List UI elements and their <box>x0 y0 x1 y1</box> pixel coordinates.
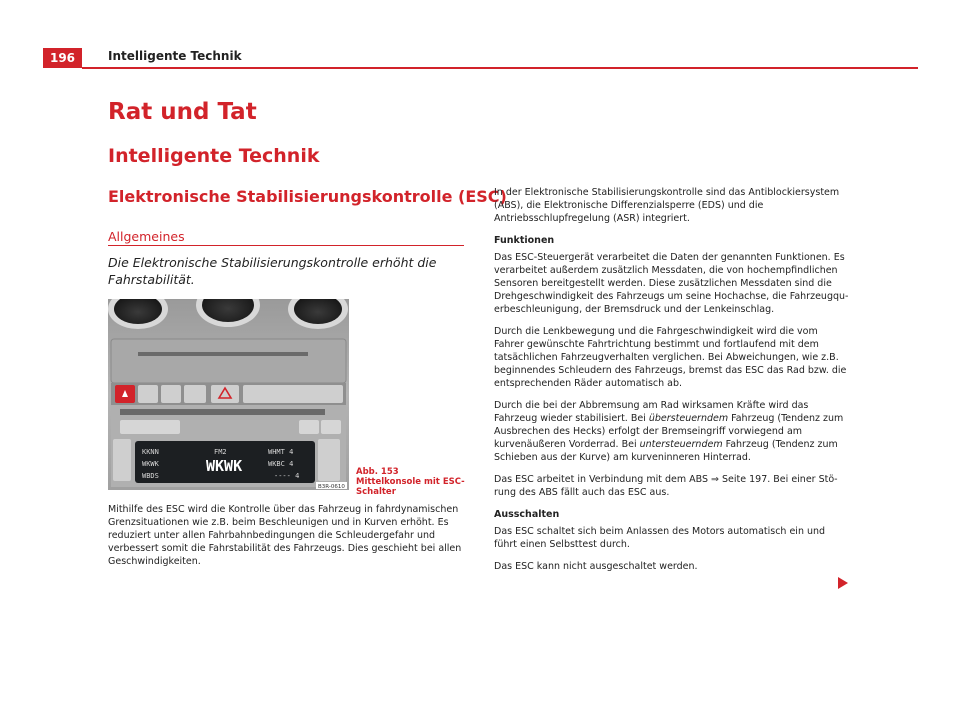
running-title: Intelligente Technik <box>108 49 242 63</box>
paragraph-control-unit: Das ESC-Steuergerät verarbeitet die Daten der genannten Funktionen. Es verarbeitet außerdem zusätzlich Messdaten, die von hochempfindlichen Sensoren bereitgestellt werden. Diese zusätzlichen Messdaten sind die Drehgeschwindigkeit des Fahrzeugs um seine Hochachse, die Fahrzeugquerbeschleunigung, der Bremsdruck und der Lenkeinschlag. <box>494 252 849 315</box>
subheading-functions: Funktionen <box>494 235 555 246</box>
heading-level-3: Elektronische Stabilisierungskontrolle (ESC) <box>108 187 507 206</box>
continue-arrow-icon <box>838 577 848 589</box>
display-segment-5: WKBC 4 <box>268 460 294 468</box>
radio-display <box>135 441 315 483</box>
display-segment-3: WHMT 4 <box>268 448 294 456</box>
subheading-switch-off: Ausschalten <box>494 509 560 520</box>
display-segment-6: WBDS <box>142 472 159 480</box>
display-segment-1: KKNN <box>142 448 159 456</box>
text-run: Durch die bei der Abbremsung am Rad wirksamen Kräfte wird das Fahrzeug wieder stabilisiert. Bei <box>494 400 809 424</box>
heading-level-4: Allgemeines <box>108 229 185 244</box>
paragraph-integration: In der Elektronische Stabilisierungskontrolle sind das Antiblockiersystem (ABS), die Elektronische Differenzialsperre (EDS) und die Antriebsschlupfregelung (ASR) integriert. <box>494 187 840 224</box>
display-segment-7: ---- 4 <box>274 472 300 480</box>
figure-caption: Abb. 153 Mittelkonsole mit ESC-Schalter <box>356 467 465 497</box>
heading-level-2: Intelligente Technik <box>108 145 320 167</box>
paragraph-abs-link: Das ESC arbeitet in Verbindung mit dem ABS ⇒ Seite 197. Bei einer Störung des ABS fällt auch das ESC aus. <box>494 474 838 498</box>
intro-text: Die Elektronische Stabilisierungskontrolle erhöht die Fahrstabilität. <box>108 255 437 287</box>
paragraph-braking-forces <box>494 399 850 464</box>
display-segment-2: FM2 <box>214 448 227 456</box>
display-segment-4: WKWK <box>142 460 159 468</box>
paragraph-self-test: Das ESC schaltet sich beim Anlassen des Motors automatisch ein und führt einen Selbsttest durch. <box>494 526 826 550</box>
center-console-figure <box>108 299 349 490</box>
text-run: Fahrzeug (Tendenz zum Schieben aus der Kurve) am kurveninneren Hinterrad. <box>494 439 838 463</box>
paragraph-cannot-disable: Das ESC kann nicht ausgeschaltet werden. <box>494 561 698 572</box>
figure-image-code: B3R-0610 <box>318 484 345 490</box>
display-main-text: WKWK <box>206 457 243 475</box>
left-body-text <box>108 503 464 577</box>
paragraph-steering: Durch die Lenkbewegung und die Fahrgeschwindigkeit wird die vom Fahrer gewünschte Fahrtrichtung bestimmt und fortlaufend mit dem tatsächlichen Fahrzeugverhalten verglichen. Bei Abweichungen, wie z.B. beginnendes Schleudern des Fahrzeugs, bremst das ESC das Rad bzw. die entsprechenden Räder automatisch ab. <box>494 326 847 389</box>
air-vents <box>108 299 348 329</box>
left-paragraph: Mithilfe des ESC wird die Kontrolle über das Fahrzeug in fahrdynamischen Grenzsituationen wie z.B. beim Beschleunigen und in Kurven erhöht. Es reduziert unter allen Fahrbahnbedingungen die Schleudergefahr und verbessert somit die Fahrstabilität des Fahrzeugs. Dies geschieht bei allen Geschwindigkeiten. <box>108 504 462 567</box>
page-number: 196 <box>43 48 82 68</box>
header-rule <box>82 67 918 69</box>
button-row <box>111 383 346 405</box>
emphasis-understeer: untersteuerndem <box>639 439 723 450</box>
text-run: Fahrzeug (Tendenz zum Ausbrechen des Hecks) erfolgt der Bremseingriff vorwiegend am kurvenäußeren Vorderrad. Bei <box>494 413 844 450</box>
subheading-rule <box>108 245 464 246</box>
right-column <box>494 186 850 582</box>
heading-level-1: Rat und Tat <box>108 99 257 125</box>
center-console-illustration <box>108 299 349 490</box>
emphasis-oversteer: übersteuerndem <box>648 413 729 424</box>
